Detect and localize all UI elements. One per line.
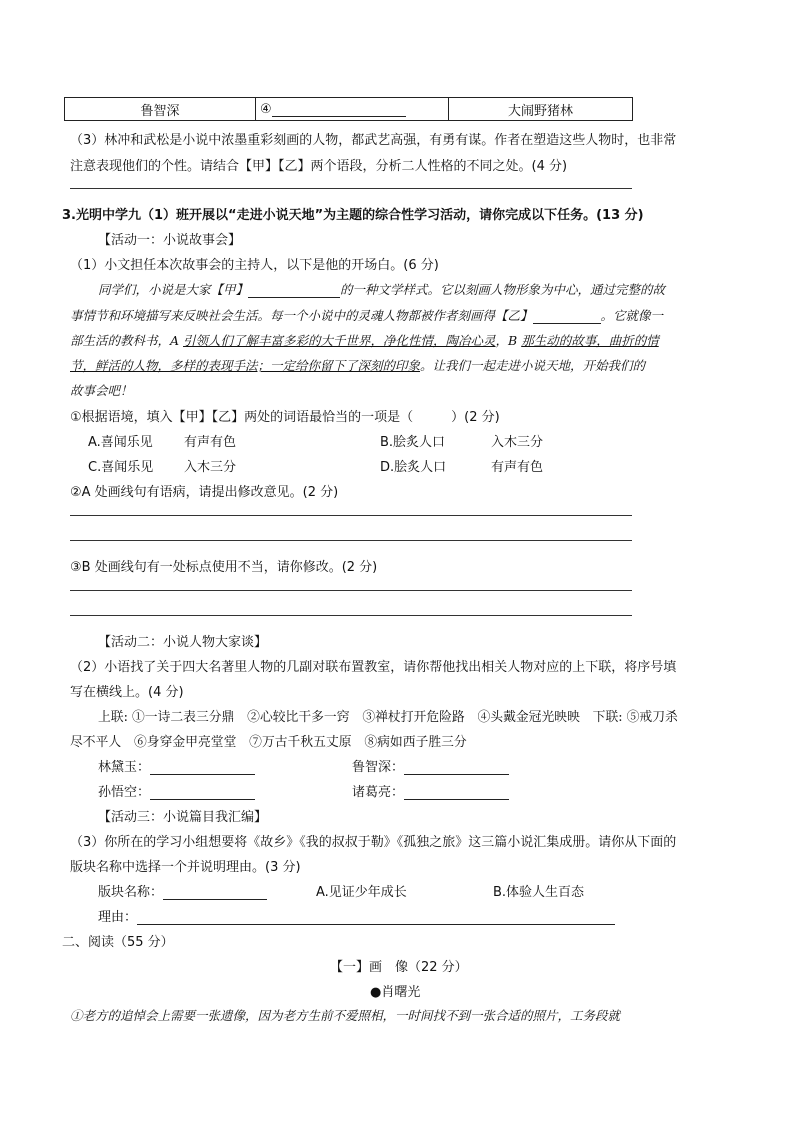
block-option-a[interactable]: A.见证少年成长	[316, 885, 407, 900]
reason-label: 理由：	[98, 906, 615, 925]
option-a-second: 有声有色	[184, 435, 237, 450]
answer-line[interactable]	[70, 590, 632, 591]
activity-heading: 【活动三：小说篇目我汇编】	[98, 810, 268, 825]
sub-question: ①根据语境，填入【甲】【乙】两处的词语最恰当的一项是（ ）(2 分)	[70, 410, 500, 425]
activity-heading: 【活动二：小说人物大家谈】	[98, 635, 268, 650]
question-text: （2）小语找了关于四大名著里人物的几副对联布置教室，请你帮他找出相关人物对应的上下联，将序号填	[70, 660, 677, 675]
article-title: 【一】画 像（22 分）	[330, 960, 468, 975]
answer-label-sunwukong: 孙悟空：	[98, 781, 255, 800]
table-row	[65, 98, 633, 121]
answer-label-zhugeliang: 诸葛亮：	[352, 781, 509, 800]
sub-question: ②A 处画线句有语病，请提出修改意见。(2 分)	[70, 485, 339, 500]
article-paragraph: ①老方的追悼会上需要一张遗像，因为老方生前不爱照相，一时间找不到一张合适的照片，工务段就	[70, 1008, 621, 1023]
section-title: 3.光明中学九（1）班开展以“走进小说天地”为主题的综合性学习活动，请你完成以下任务。(13 分)	[62, 208, 644, 223]
question-text: 注意表现他们的个性。请结合【甲】【乙】两个语段，分析二人性格的不同之处。(4 分)	[70, 159, 568, 174]
block-name-label: 版块名称：	[98, 881, 267, 900]
option-c[interactable]: C.喜闻乐见	[88, 460, 154, 475]
option-d-second: 有声有色	[491, 460, 544, 475]
passage-line: 部生活的教科书，A 引领人们了解丰富多彩的大千世界，净化性情，陶冶心灵，B 那生动的故事，曲折的情	[70, 333, 659, 348]
option-a[interactable]: A.喜闻乐见	[88, 435, 153, 450]
passage-line: 事情节和环境描写来反映社会生活。每一个小说中的灵魂人物都被作者刻画得【乙】 。它就像一	[70, 308, 664, 323]
block-option-b[interactable]: B.体验人生百态	[493, 885, 585, 900]
answer-label-luzhishen: 鲁智深：	[352, 756, 509, 775]
passage-line: 故事会吧！	[70, 383, 133, 398]
article-author: ●肖曙光	[370, 985, 421, 1000]
answer-line[interactable]	[70, 515, 632, 516]
table-cell: ④	[256, 98, 449, 121]
answer-label-lindaiyu: 林黛玉：	[98, 756, 255, 775]
answer-line[interactable]	[70, 615, 632, 616]
question-text: 版块名称中选择一个并说明理由。(3 分)	[70, 860, 301, 875]
option-c-second: 入木三分	[184, 460, 237, 475]
answer-line[interactable]	[70, 540, 632, 541]
question-text: （3）林冲和武松是小说中浓墨重彩刻画的人物，都武艺高强，有勇有谋。作者在塑造这些人物时，也非常	[70, 133, 677, 148]
sub-question: ③B 处画线句有一处标点使用不当，请你修改。(2 分)	[70, 560, 378, 575]
question-text: （3）你所在的学习小组想要将《故乡》《我的叔叔于勒》《孤独之旅》这三篇小说汇集成册。请你从下面的	[70, 835, 677, 850]
character-table	[64, 97, 633, 121]
question-text: （1）小文担任本次故事会的主持人，以下是他的开场白。(6 分)	[70, 258, 439, 273]
table-cell: 鲁智深	[65, 98, 256, 121]
section-heading: 二、阅读（55 分）	[62, 935, 174, 950]
option-b-second: 入木三分	[491, 435, 544, 450]
passage-line: 同学们，小说是大家【甲】 的一种文学样式。它以刻画人物形象为中心，通过完整的故	[98, 282, 666, 297]
option-d[interactable]: D.脍炙人口	[380, 460, 447, 475]
answer-line[interactable]	[70, 188, 632, 189]
table-cell: 大闹野猪林	[449, 98, 633, 121]
option-b[interactable]: B.脍炙人口	[380, 435, 446, 450]
couplet-list: 尽不平人 ⑥身穿金甲亮堂堂 ⑦万古千秋五丈原 ⑧病如西子胜三分	[70, 735, 467, 750]
couplet-list: 上联: ①一诗二表三分鼎 ②心较比干多一窍 ③禅杖打开危险路 ④头戴金冠光映映 下联: ⑤戒刀杀	[98, 710, 678, 725]
question-text: 写在横线上。(4 分)	[70, 685, 184, 700]
activity-heading: 【活动一：小说故事会】	[98, 233, 242, 248]
passage-line: 节，鲜活的人物，多样的表现手法；一定给你留下了深刻的印象。让我们一起走进小说天地，开始我们的	[70, 358, 646, 373]
